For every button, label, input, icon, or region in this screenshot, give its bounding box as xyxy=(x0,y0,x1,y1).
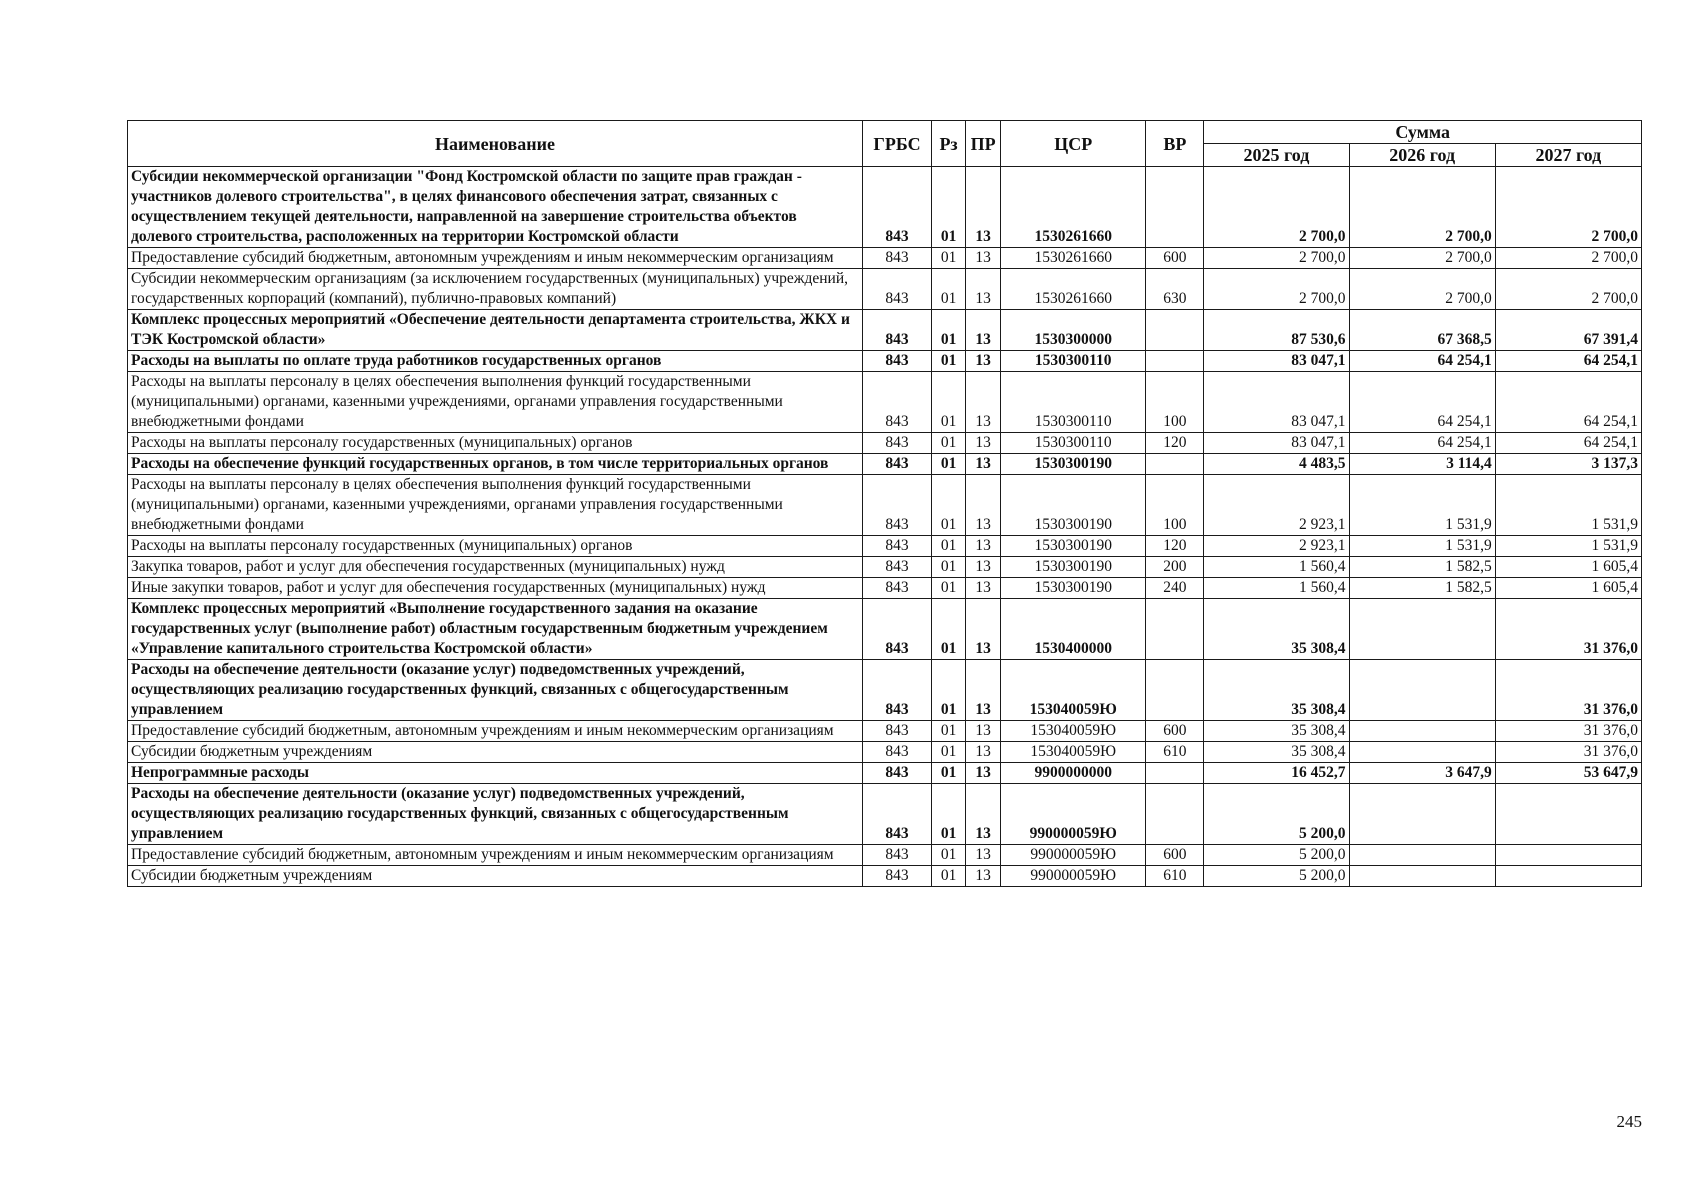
row-csr: 153040059Ю xyxy=(1001,742,1146,763)
row-name: Иные закупки товаров, работ и услуг для обеспечения государственных (муниципальных) нужд xyxy=(128,578,863,599)
row-rz: 01 xyxy=(932,845,966,866)
row-sum-2025: 2 700,0 xyxy=(1204,248,1349,269)
row-vr: 100 xyxy=(1146,372,1204,433)
row-sum-2027: 67 391,4 xyxy=(1495,310,1641,351)
row-grbs: 843 xyxy=(862,269,931,310)
row-grbs: 843 xyxy=(862,845,931,866)
row-sum-2025: 4 483,5 xyxy=(1204,454,1349,475)
row-sum-2025: 35 308,4 xyxy=(1204,599,1349,660)
row-sum-2027: 3 137,3 xyxy=(1495,454,1641,475)
row-name: Субсидии бюджетным учреждениям xyxy=(128,866,863,887)
row-rz: 01 xyxy=(932,433,966,454)
row-vr xyxy=(1146,660,1204,721)
row-rz: 01 xyxy=(932,721,966,742)
page-number: 245 xyxy=(1616,1112,1642,1131)
row-sum-2025: 35 308,4 xyxy=(1204,721,1349,742)
row-csr: 1530300000 xyxy=(1001,310,1146,351)
row-sum-2026: 2 700,0 xyxy=(1349,167,1495,248)
row-name: Непрограммные расходы xyxy=(128,763,863,784)
row-grbs: 843 xyxy=(862,310,931,351)
row-rz: 01 xyxy=(932,248,966,269)
row-sum-2026: 64 254,1 xyxy=(1349,433,1495,454)
row-rz: 01 xyxy=(932,784,966,845)
row-pr: 13 xyxy=(966,475,1001,536)
row-csr: 153040059Ю xyxy=(1001,721,1146,742)
table-row xyxy=(128,660,1642,721)
row-sum-2026: 64 254,1 xyxy=(1349,351,1495,372)
table-row xyxy=(128,845,1642,866)
row-sum-2025: 1 560,4 xyxy=(1204,578,1349,599)
row-sum-2026 xyxy=(1349,721,1495,742)
row-sum-2025: 2 700,0 xyxy=(1204,269,1349,310)
row-sum-2027: 1 605,4 xyxy=(1495,557,1641,578)
row-rz: 01 xyxy=(932,475,966,536)
row-grbs: 843 xyxy=(862,433,931,454)
row-name: Предоставление субсидий бюджетным, автономным учреждениям и иным некоммерческим организациям xyxy=(128,248,863,269)
row-sum-2026: 64 254,1 xyxy=(1349,372,1495,433)
row-sum-2025: 16 452,7 xyxy=(1204,763,1349,784)
row-vr xyxy=(1146,310,1204,351)
row-vr xyxy=(1146,454,1204,475)
row-csr: 990000059Ю xyxy=(1001,866,1146,887)
row-sum-2026 xyxy=(1349,599,1495,660)
row-grbs: 843 xyxy=(862,557,931,578)
table-row xyxy=(128,372,1642,433)
header-year-2027: 2027 год xyxy=(1495,144,1641,167)
header-vr: ВР xyxy=(1146,121,1204,167)
row-csr: 153040059Ю xyxy=(1001,660,1146,721)
row-name: Комплекс процессных мероприятий «Выполнение государственного задания на оказание государственных услуг (выполнение работ) областным государственным бюджетным учреждением «Управление капитального строительства Костромской области» xyxy=(128,599,863,660)
row-sum-2025: 83 047,1 xyxy=(1204,372,1349,433)
row-sum-2025: 87 530,6 xyxy=(1204,310,1349,351)
row-sum-2027: 31 376,0 xyxy=(1495,721,1641,742)
row-sum-2027: 31 376,0 xyxy=(1495,599,1641,660)
row-vr xyxy=(1146,599,1204,660)
row-rz: 01 xyxy=(932,167,966,248)
row-sum-2027: 1 605,4 xyxy=(1495,578,1641,599)
row-sum-2027: 64 254,1 xyxy=(1495,351,1641,372)
row-vr: 600 xyxy=(1146,845,1204,866)
row-grbs: 843 xyxy=(862,248,931,269)
header-grbs: ГРБС xyxy=(862,121,931,167)
row-sum-2027 xyxy=(1495,866,1641,887)
row-pr: 13 xyxy=(966,248,1001,269)
row-name: Расходы на обеспечение функций государственных органов, в том числе территориальных органов xyxy=(128,454,863,475)
row-csr: 1530261660 xyxy=(1001,269,1146,310)
row-vr: 610 xyxy=(1146,742,1204,763)
header-sum: Сумма xyxy=(1204,121,1642,144)
row-vr: 630 xyxy=(1146,269,1204,310)
row-pr: 13 xyxy=(966,763,1001,784)
table-row xyxy=(128,351,1642,372)
row-sum-2025: 83 047,1 xyxy=(1204,433,1349,454)
table-row xyxy=(128,269,1642,310)
row-sum-2025: 2 700,0 xyxy=(1204,167,1349,248)
header-year-2026: 2026 год xyxy=(1349,144,1495,167)
row-name: Субсидии некоммерческой организации "Фонд Костромской области по защите прав граждан - участников долевого строительства", в целях финансового обеспечения затрат, связанных с осуществлением текущей деятельности, направленной на завершение строительства объектов долевого строительства, расположенных на территории Костромской области xyxy=(128,167,863,248)
row-sum-2027 xyxy=(1495,845,1641,866)
row-name: Субсидии бюджетным учреждениям xyxy=(128,742,863,763)
row-name: Расходы на выплаты персоналу в целях обеспечения выполнения функций государственными (муниципальными) органами, казенными учреждениями, органами управления государственными внебюджетными фондами xyxy=(128,372,863,433)
row-sum-2025: 2 923,1 xyxy=(1204,475,1349,536)
table-row xyxy=(128,784,1642,845)
table-row xyxy=(128,248,1642,269)
row-pr: 13 xyxy=(966,351,1001,372)
table-row xyxy=(128,433,1642,454)
row-csr: 1530300190 xyxy=(1001,475,1146,536)
row-sum-2027: 1 531,9 xyxy=(1495,475,1641,536)
row-pr: 13 xyxy=(966,721,1001,742)
row-grbs: 843 xyxy=(862,536,931,557)
row-sum-2026 xyxy=(1349,660,1495,721)
row-sum-2026: 1 531,9 xyxy=(1349,536,1495,557)
row-grbs: 843 xyxy=(862,351,931,372)
row-sum-2026: 2 700,0 xyxy=(1349,269,1495,310)
row-sum-2027: 53 647,9 xyxy=(1495,763,1641,784)
row-sum-2027: 31 376,0 xyxy=(1495,742,1641,763)
row-name: Закупка товаров, работ и услуг для обеспечения государственных (муниципальных) нужд xyxy=(128,557,863,578)
budget-table xyxy=(127,120,1642,887)
table-row xyxy=(128,599,1642,660)
row-sum-2027: 2 700,0 xyxy=(1495,248,1641,269)
row-sum-2025: 5 200,0 xyxy=(1204,784,1349,845)
row-sum-2026 xyxy=(1349,742,1495,763)
row-pr: 13 xyxy=(966,742,1001,763)
row-sum-2027: 1 531,9 xyxy=(1495,536,1641,557)
row-pr: 13 xyxy=(966,660,1001,721)
row-sum-2025: 35 308,4 xyxy=(1204,742,1349,763)
row-csr: 9900000000 xyxy=(1001,763,1146,784)
row-sum-2027: 31 376,0 xyxy=(1495,660,1641,721)
row-rz: 01 xyxy=(932,536,966,557)
row-vr: 120 xyxy=(1146,536,1204,557)
row-sum-2027: 64 254,1 xyxy=(1495,372,1641,433)
row-vr: 120 xyxy=(1146,433,1204,454)
row-vr: 240 xyxy=(1146,578,1204,599)
row-rz: 01 xyxy=(932,454,966,475)
row-grbs: 843 xyxy=(862,660,931,721)
row-name: Субсидии некоммерческим организациям (за исключением государственных (муниципальных) учреждений, государственных корпораций (компаний), публично-правовых компаний) xyxy=(128,269,863,310)
table-row xyxy=(128,454,1642,475)
row-sum-2025: 5 200,0 xyxy=(1204,845,1349,866)
row-name: Расходы на выплаты персоналу государственных (муниципальных) органов xyxy=(128,433,863,454)
row-name: Расходы на обеспечение деятельности (оказание услуг) подведомственных учреждений, осуществляющих реализацию государственных функций, связанных с общегосударственным управлением xyxy=(128,660,863,721)
row-sum-2026: 3 114,4 xyxy=(1349,454,1495,475)
row-grbs: 843 xyxy=(862,475,931,536)
header-name: Наименование xyxy=(128,121,863,167)
row-grbs: 843 xyxy=(862,866,931,887)
row-csr: 1530300110 xyxy=(1001,351,1146,372)
row-grbs: 843 xyxy=(862,454,931,475)
row-pr: 13 xyxy=(966,536,1001,557)
row-csr: 990000059Ю xyxy=(1001,784,1146,845)
row-name: Предоставление субсидий бюджетным, автономным учреждениям и иным некоммерческим организациям xyxy=(128,721,863,742)
row-pr: 13 xyxy=(966,310,1001,351)
row-rz: 01 xyxy=(932,599,966,660)
row-vr xyxy=(1146,784,1204,845)
row-rz: 01 xyxy=(932,763,966,784)
row-vr: 100 xyxy=(1146,475,1204,536)
budget-table-container xyxy=(127,120,1642,887)
row-sum-2026 xyxy=(1349,866,1495,887)
row-rz: 01 xyxy=(932,557,966,578)
table-row xyxy=(128,475,1642,536)
row-name: Расходы на выплаты персоналу государственных (муниципальных) органов xyxy=(128,536,863,557)
row-sum-2026 xyxy=(1349,784,1495,845)
row-sum-2025: 2 923,1 xyxy=(1204,536,1349,557)
row-vr xyxy=(1146,763,1204,784)
table-row xyxy=(128,578,1642,599)
row-rz: 01 xyxy=(932,660,966,721)
row-grbs: 843 xyxy=(862,167,931,248)
row-sum-2026: 1 582,5 xyxy=(1349,578,1495,599)
row-csr: 1530300190 xyxy=(1001,454,1146,475)
row-pr: 13 xyxy=(966,578,1001,599)
table-row xyxy=(128,536,1642,557)
row-sum-2025: 1 560,4 xyxy=(1204,557,1349,578)
row-grbs: 843 xyxy=(862,372,931,433)
row-csr: 990000059Ю xyxy=(1001,845,1146,866)
row-sum-2026: 1 582,5 xyxy=(1349,557,1495,578)
row-name: Расходы на обеспечение деятельности (оказание услуг) подведомственных учреждений, осуществляющих реализацию государственных функций, связанных с общегосударственным управлением xyxy=(128,784,863,845)
row-sum-2026: 2 700,0 xyxy=(1349,248,1495,269)
row-sum-2026 xyxy=(1349,845,1495,866)
row-sum-2026: 3 647,9 xyxy=(1349,763,1495,784)
row-pr: 13 xyxy=(966,784,1001,845)
row-vr xyxy=(1146,167,1204,248)
row-sum-2025: 83 047,1 xyxy=(1204,351,1349,372)
row-rz: 01 xyxy=(932,310,966,351)
header-rz: Рз xyxy=(932,121,966,167)
row-sum-2027 xyxy=(1495,784,1641,845)
row-rz: 01 xyxy=(932,351,966,372)
row-vr: 600 xyxy=(1146,721,1204,742)
row-grbs: 843 xyxy=(862,578,931,599)
header-csr: ЦСР xyxy=(1001,121,1146,167)
table-row xyxy=(128,763,1642,784)
row-grbs: 843 xyxy=(862,721,931,742)
row-pr: 13 xyxy=(966,372,1001,433)
row-csr: 1530261660 xyxy=(1001,248,1146,269)
header-pr: ПР xyxy=(966,121,1001,167)
row-csr: 1530300190 xyxy=(1001,536,1146,557)
row-pr: 13 xyxy=(966,866,1001,887)
row-sum-2026: 1 531,9 xyxy=(1349,475,1495,536)
table-row xyxy=(128,742,1642,763)
row-grbs: 843 xyxy=(862,742,931,763)
table-row xyxy=(128,167,1642,248)
row-csr: 1530400000 xyxy=(1001,599,1146,660)
row-rz: 01 xyxy=(932,866,966,887)
row-pr: 13 xyxy=(966,433,1001,454)
row-sum-2027: 2 700,0 xyxy=(1495,167,1641,248)
row-sum-2025: 5 200,0 xyxy=(1204,866,1349,887)
table-row xyxy=(128,557,1642,578)
row-csr: 1530300190 xyxy=(1001,578,1146,599)
row-csr: 1530300190 xyxy=(1001,557,1146,578)
row-pr: 13 xyxy=(966,599,1001,660)
row-sum-2027: 64 254,1 xyxy=(1495,433,1641,454)
row-pr: 13 xyxy=(966,454,1001,475)
row-csr: 1530300110 xyxy=(1001,433,1146,454)
row-sum-2026: 67 368,5 xyxy=(1349,310,1495,351)
table-row xyxy=(128,721,1642,742)
table-row xyxy=(128,310,1642,351)
table-row xyxy=(128,866,1642,887)
row-name: Расходы на выплаты персоналу в целях обеспечения выполнения функций государственными (муниципальными) органами, казенными учреждениями, органами управления государственными внебюджетными фондами xyxy=(128,475,863,536)
row-rz: 01 xyxy=(932,578,966,599)
row-pr: 13 xyxy=(966,269,1001,310)
row-name: Комплекс процессных мероприятий «Обеспечение деятельности департамента строительства, ЖКХ и ТЭК Костромской области» xyxy=(128,310,863,351)
row-csr: 1530300110 xyxy=(1001,372,1146,433)
row-vr: 600 xyxy=(1146,248,1204,269)
row-grbs: 843 xyxy=(862,763,931,784)
table-body xyxy=(128,167,1642,887)
row-rz: 01 xyxy=(932,742,966,763)
row-name: Расходы на выплаты по оплате труда работников государственных органов xyxy=(128,351,863,372)
row-name: Предоставление субсидий бюджетным, автономным учреждениям и иным некоммерческим организациям xyxy=(128,845,863,866)
row-pr: 13 xyxy=(966,557,1001,578)
row-rz: 01 xyxy=(932,269,966,310)
row-sum-2025: 35 308,4 xyxy=(1204,660,1349,721)
row-grbs: 843 xyxy=(862,599,931,660)
row-vr: 610 xyxy=(1146,866,1204,887)
row-grbs: 843 xyxy=(862,784,931,845)
row-vr: 200 xyxy=(1146,557,1204,578)
row-vr xyxy=(1146,351,1204,372)
row-pr: 13 xyxy=(966,167,1001,248)
header-year-2025: 2025 год xyxy=(1204,144,1349,167)
row-sum-2027: 2 700,0 xyxy=(1495,269,1641,310)
row-rz: 01 xyxy=(932,372,966,433)
row-csr: 1530261660 xyxy=(1001,167,1146,248)
row-pr: 13 xyxy=(966,845,1001,866)
